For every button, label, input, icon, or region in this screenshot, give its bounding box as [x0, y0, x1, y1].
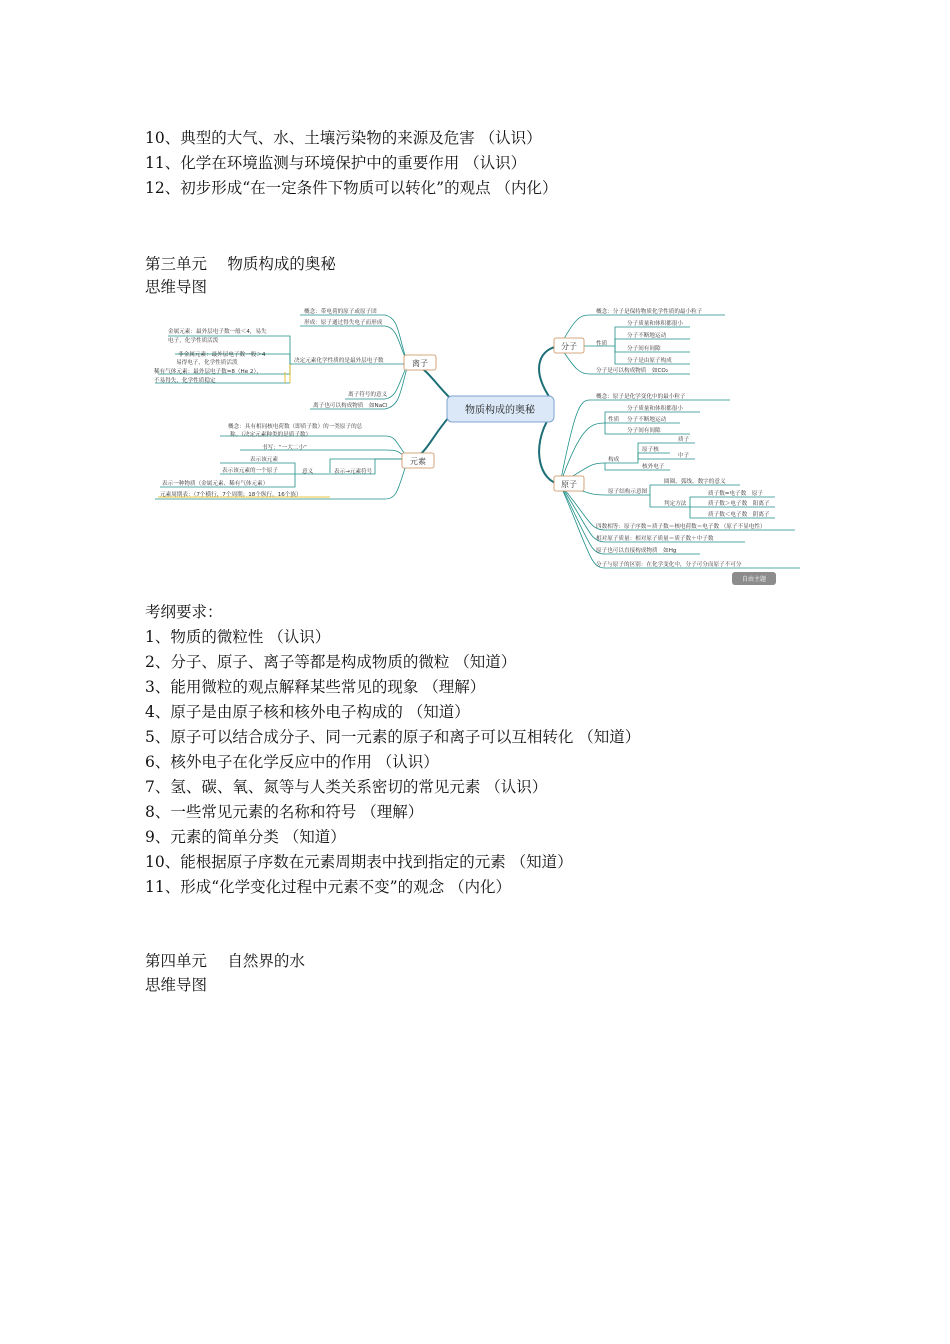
ion-concept: 概念：带电荷的原子或原子团: [304, 309, 377, 315]
list-item: 8、一些常见元素的名称和符号 （理解）: [145, 803, 424, 821]
list-item: 9、元素的简单分类 （知道）: [145, 828, 346, 846]
atom-p1: 分子质量和体积都很小: [627, 406, 683, 412]
list-item: 6、核外电子在化学反应中的作用 （认识）: [145, 753, 439, 771]
molecule-p1: 分子质量和体积都很小: [627, 321, 683, 327]
element-table: 元素周期表：（7个横行，7个周期；18个纵行，16个族）: [160, 492, 302, 498]
ion-nonmetal-1: 非金属元素：最外层电子数一般＞4: [178, 352, 266, 358]
list-item: 10、能根据原子序数在元素周期表中找到指定的元素 （知道）: [145, 853, 573, 871]
molecule-p4: 分子是由原子构成: [627, 358, 672, 364]
node-ion: 离子: [412, 359, 428, 368]
node-molecule: 分子: [561, 342, 577, 351]
mindmap: [150, 298, 810, 590]
ion-noble-1: 稀有气体元素：最外层电子数=8（He 2），: [154, 369, 262, 375]
ion-formation: 形成：原子通过得失电子而形成: [304, 320, 383, 326]
mindmap-label: 思维导图: [145, 976, 208, 994]
list-item: 5、原子可以结合成分子、同一元素的原子和离子可以互相转化 （知道）: [145, 728, 641, 746]
element-meaning-1: 表示该元素: [250, 457, 278, 463]
mindmap-label: 思维导图: [145, 278, 208, 296]
atom-p3: 分子间有间隙: [627, 428, 661, 434]
element-meaning-2: 表示该元素的一个原子: [222, 468, 278, 474]
node-element: 元素: [410, 457, 426, 466]
list-item: 3、能用微粒的观点解释某些常见的现象 （理解）: [145, 678, 486, 696]
ion-metal-1: 金属元素：最外层电子数一般＜4，易失: [168, 329, 267, 335]
molecule-p3: 分子间有间隙: [627, 346, 661, 352]
section-title: 第四单元 自然界的水: [145, 952, 305, 970]
element-writing: 书写：“一大二小”: [262, 445, 307, 451]
list-item: 11、形成“化学变化过程中元素不变”的观念 （内化）: [145, 878, 511, 896]
node-atom: 原子: [561, 480, 577, 489]
atom-equal: 四数相等：原子序数＝质子数＝核电荷数＝电子数 （原子不显电性）: [596, 524, 766, 530]
atom-compose: 原子也可以直接构成物质 如Hg: [596, 548, 677, 554]
atom-neutron: 中子: [678, 453, 690, 459]
molecule-property: 性质: [596, 341, 608, 347]
ion-noble-2: 不易得失，化学性质稳定: [154, 378, 216, 384]
atom-property: 性质: [608, 417, 620, 423]
atom-electron: 核外电子: [642, 464, 665, 470]
ion-nonmetal-2: 易得电子，化学性质活泼: [176, 360, 238, 366]
list-item: 12、初步形成“在一定条件下物质可以转化”的观点 （内化）: [145, 179, 558, 197]
atom-judge-2: 质子数＞电子数 阳离子: [708, 501, 770, 507]
list-item: 1、物质的微粒性 （认识）: [145, 628, 331, 646]
badge-free-topic: 自由主题: [741, 576, 767, 583]
mindmap-center: 物质构成的奥秘: [465, 405, 535, 416]
atom-p2: 分子不断地运动: [627, 417, 667, 423]
list-item: 10、典型的大气、水、土壤污染物的来源及危害 （认识）: [145, 129, 542, 147]
atom-judge-1: 质子数=电子数 原子: [708, 491, 764, 497]
atom-structure: 构成: [608, 457, 620, 463]
requirements-title: 考纲要求：: [145, 603, 223, 621]
element-concept-2: 称。（决定元素种类的是质子数）: [230, 432, 312, 438]
atom-nucleus: 原子核: [642, 447, 659, 453]
section-title: 第三单元 物质构成的奥秘: [145, 255, 336, 273]
element-symbol: 表示→元素符号: [334, 469, 373, 475]
atom-proton: 质子: [678, 437, 690, 443]
atom-diff: 分子与原子的区别：在化学变化中，分子可分而原子不可分: [596, 562, 742, 568]
ion-compose: 离子也可以构成物质 如NaCl: [313, 403, 388, 409]
element-meaning-3: 表示一种物质（金属元素、稀有气体元素）: [162, 481, 269, 487]
ion-determine: 决定元素化学性质的是最外层电子数: [294, 358, 384, 364]
molecule-concept: 概念：分子是保持物质化学性质的最小粒子: [596, 309, 703, 315]
molecule-compose: 分子是可以构成物质 如CO₂: [596, 368, 669, 374]
element-meaning: 意义: [302, 469, 314, 475]
atom-diagram: 原子结构示意图: [608, 489, 648, 495]
molecule-p2: 分子不断地运动: [627, 333, 667, 339]
ion-symbol-meaning: 离子符号的意义: [348, 392, 388, 398]
ion-metal-2: 电子，化学性质活泼: [168, 338, 219, 344]
list-item: 7、氢、碳、氧、氮等与人类关系密切的常见元素 （认识）: [145, 778, 548, 796]
atom-circle: 圆圈、弧线、数字的意义: [664, 479, 726, 485]
list-item: 2、分子、原子、离子等都是构成物质的微粒 （知道）: [145, 653, 517, 671]
list-item: 4、原子是由原子核和核外电子构成的 （知道）: [145, 703, 470, 721]
atom-judge: 判定方法: [664, 501, 687, 507]
list-item: 11、化学在环境监测与环境保护中的重要作用 （认识）: [145, 154, 527, 172]
atom-mass: 相对原子质量：相对原子质量＝质子数＋中子数: [596, 536, 714, 542]
atom-judge-3: 质子数＜电子数 阴离子: [708, 512, 770, 518]
atom-concept: 概念：原子是化学变化中的最小粒子: [596, 394, 686, 400]
element-concept-1: 概念：具有相同核电荷数（即质子数）的一类原子的总: [228, 424, 363, 430]
